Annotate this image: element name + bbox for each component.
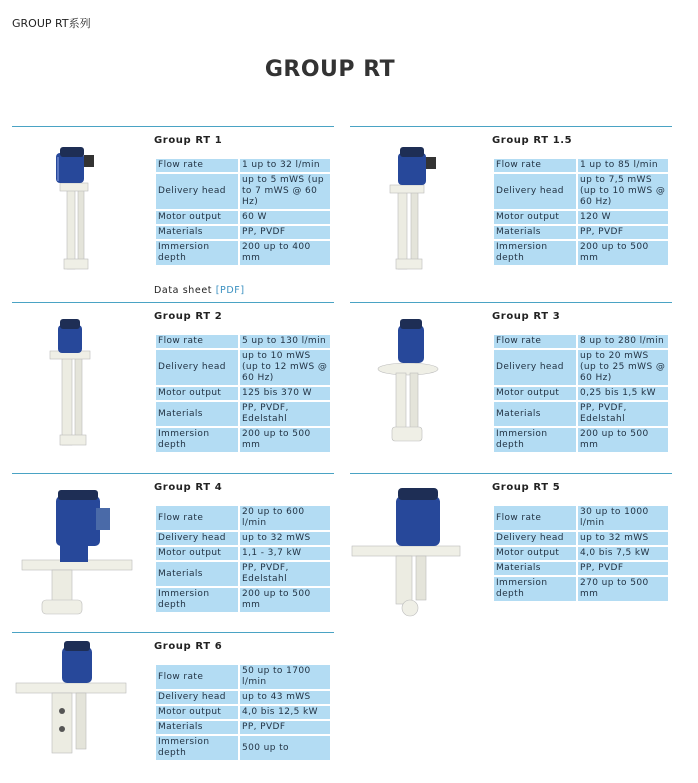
table-row bbox=[156, 532, 330, 545]
spec-value: 20 up to 600 l/min bbox=[240, 506, 330, 530]
product-name: Group RT 3 bbox=[492, 311, 561, 322]
table-row bbox=[156, 506, 330, 530]
pdf-link[interactable]: [PDF] bbox=[215, 285, 245, 296]
pump-rt3-image bbox=[350, 303, 490, 453]
table-row bbox=[494, 506, 668, 530]
pump-rt5-image bbox=[350, 474, 490, 624]
spec-label: Motor output bbox=[156, 706, 238, 719]
table-row bbox=[494, 562, 668, 575]
spec-value: PP, PVDF bbox=[240, 721, 330, 734]
table-row bbox=[494, 428, 668, 452]
table-row bbox=[156, 350, 330, 385]
table-row bbox=[156, 562, 330, 586]
spec-label: Motor output bbox=[494, 547, 576, 560]
spec-label: Flow rate bbox=[494, 335, 576, 348]
spec-table bbox=[154, 157, 332, 267]
spec-label: Delivery head bbox=[156, 174, 238, 209]
spec-label: Materials bbox=[156, 226, 238, 239]
spec-label: Motor output bbox=[156, 547, 238, 560]
table-row bbox=[494, 547, 668, 560]
table-row bbox=[494, 211, 668, 224]
pump-rt2-image bbox=[12, 303, 152, 453]
spec-label: Materials bbox=[494, 226, 576, 239]
spec-value: 125 bis 370 W bbox=[240, 387, 330, 400]
table-row bbox=[156, 159, 330, 172]
spec-table bbox=[154, 333, 332, 454]
spec-value: PP, PVDF bbox=[578, 226, 668, 239]
spec-label: Immersion depth bbox=[156, 588, 238, 612]
spec-label: Flow rate bbox=[156, 665, 238, 689]
spec-value: 4,0 bis 7,5 kW bbox=[578, 547, 668, 560]
product-card-rt3 bbox=[350, 302, 672, 471]
spec-value: PP, PVDF bbox=[578, 562, 668, 575]
pump-rt6-image bbox=[12, 633, 152, 783]
spec-label: Motor output bbox=[156, 211, 238, 224]
spec-label: Immersion depth bbox=[494, 577, 576, 601]
spec-value: up to 32 mWS bbox=[578, 532, 668, 545]
spec-value: 50 up to 1700 l/min bbox=[240, 665, 330, 689]
spec-value: PP, PVDF, Edelstahl bbox=[240, 562, 330, 586]
spec-value: 30 up to 1000 l/min bbox=[578, 506, 668, 530]
datasheet-label: Data sheet bbox=[154, 285, 213, 296]
spec-value: 200 up to 500 mm bbox=[240, 588, 330, 612]
product-card-rt1 bbox=[12, 126, 334, 299]
table-row bbox=[156, 211, 330, 224]
spec-value: 60 W bbox=[240, 211, 330, 224]
spec-label: Immersion depth bbox=[156, 428, 238, 452]
spec-table bbox=[154, 504, 332, 614]
table-row bbox=[494, 226, 668, 239]
pump-rt1-5-image bbox=[350, 127, 490, 277]
table-row bbox=[494, 335, 668, 348]
spec-label: Flow rate bbox=[494, 506, 576, 530]
spec-table bbox=[154, 663, 332, 762]
product-name: Group RT 5 bbox=[492, 482, 561, 493]
spec-value: up to 32 mWS bbox=[240, 532, 330, 545]
product-card-rt5 bbox=[350, 473, 672, 630]
table-row bbox=[494, 159, 668, 172]
spec-value: 1,1 - 3,7 kW bbox=[240, 547, 330, 560]
product-card-rt4 bbox=[12, 473, 334, 630]
spec-label: Materials bbox=[156, 721, 238, 734]
table-row bbox=[156, 665, 330, 689]
spec-label: Motor output bbox=[494, 211, 576, 224]
pump-rt1-image bbox=[12, 127, 152, 277]
table-row bbox=[156, 387, 330, 400]
spec-value: 0,25 bis 1,5 kW bbox=[578, 387, 668, 400]
spec-label: Immersion depth bbox=[494, 428, 576, 452]
table-row bbox=[156, 241, 330, 265]
spec-label: Flow rate bbox=[156, 506, 238, 530]
spec-value: 1 up to 85 l/min bbox=[578, 159, 668, 172]
spec-value: 200 up to 500 mm bbox=[240, 428, 330, 452]
product-name: Group RT 2 bbox=[154, 311, 223, 322]
product-card-rt6 bbox=[12, 632, 334, 758]
spec-value: PP, PVDF, Edelstahl bbox=[240, 402, 330, 426]
table-row bbox=[494, 241, 668, 265]
spec-label: Immersion depth bbox=[156, 736, 238, 760]
table-row bbox=[156, 402, 330, 426]
spec-label: Flow rate bbox=[156, 159, 238, 172]
spec-label: Delivery head bbox=[494, 350, 576, 385]
spec-value: up to 20 mWS (up to 25 mWS @ 60 Hz) bbox=[578, 350, 668, 385]
spec-label: Motor output bbox=[156, 387, 238, 400]
table-row bbox=[156, 588, 330, 612]
spec-label: Flow rate bbox=[156, 335, 238, 348]
spec-value: 8 up to 280 l/min bbox=[578, 335, 668, 348]
spec-value: up to 10 mWS (up to 12 mWS @ 60 Hz) bbox=[240, 350, 330, 385]
spec-label: Materials bbox=[494, 562, 576, 575]
product-card-rt2 bbox=[12, 302, 334, 471]
spec-value: 1 up to 32 l/min bbox=[240, 159, 330, 172]
pump-rt4-image bbox=[12, 474, 152, 624]
spec-label: Delivery head bbox=[156, 350, 238, 385]
spec-value: 200 up to 500 mm bbox=[578, 428, 668, 452]
spec-label: Delivery head bbox=[494, 532, 576, 545]
spec-label: Motor output bbox=[494, 387, 576, 400]
spec-label: Delivery head bbox=[156, 691, 238, 704]
breadcrumb: GROUP RT系列 bbox=[12, 17, 91, 30]
product-name: Group RT 1 bbox=[154, 135, 223, 146]
spec-label: Flow rate bbox=[494, 159, 576, 172]
table-row bbox=[156, 547, 330, 560]
spec-value: up to 43 mWS bbox=[240, 691, 330, 704]
table-row bbox=[494, 532, 668, 545]
table-row bbox=[156, 226, 330, 239]
product-name: Group RT 4 bbox=[154, 482, 223, 493]
page-title: GROUP RT bbox=[264, 57, 396, 82]
table-row bbox=[156, 691, 330, 704]
spec-table bbox=[492, 157, 670, 267]
table-row bbox=[156, 706, 330, 719]
datasheet bbox=[154, 285, 245, 296]
table-row bbox=[494, 350, 668, 385]
table-row bbox=[494, 174, 668, 209]
spec-label: Immersion depth bbox=[156, 241, 238, 265]
spec-label: Immersion depth bbox=[494, 241, 576, 265]
table-row bbox=[494, 577, 668, 601]
spec-table bbox=[492, 504, 670, 603]
product-name: Group RT 1.5 bbox=[492, 135, 573, 146]
spec-value: up to 7,5 mWS (up to 10 mWS @ 60 Hz) bbox=[578, 174, 668, 209]
spec-value: 200 up to 500 mm bbox=[578, 241, 668, 265]
table-row bbox=[156, 335, 330, 348]
spec-label: Materials bbox=[156, 562, 238, 586]
spec-label: Delivery head bbox=[156, 532, 238, 545]
spec-label: Materials bbox=[156, 402, 238, 426]
spec-label: Delivery head bbox=[494, 174, 576, 209]
table-row bbox=[494, 387, 668, 400]
spec-value: 4,0 bis 12,5 kW bbox=[240, 706, 330, 719]
spec-value: 500 up to bbox=[240, 736, 330, 760]
spec-value: 200 up to 400 mm bbox=[240, 241, 330, 265]
spec-label: Materials bbox=[494, 402, 576, 426]
table-row bbox=[156, 736, 330, 760]
spec-value: 270 up to 500 mm bbox=[578, 577, 668, 601]
table-row bbox=[156, 174, 330, 209]
spec-value: PP, PVDF bbox=[240, 226, 330, 239]
table-row bbox=[156, 428, 330, 452]
table-row bbox=[156, 721, 330, 734]
spec-table bbox=[492, 333, 670, 454]
spec-value: PP, PVDF, Edelstahl bbox=[578, 402, 668, 426]
product-card-rt1-5 bbox=[350, 126, 672, 299]
spec-value: 5 up to 130 l/min bbox=[240, 335, 330, 348]
spec-value: 120 W bbox=[578, 211, 668, 224]
product-name: Group RT 6 bbox=[154, 641, 223, 652]
table-row bbox=[494, 402, 668, 426]
spec-value: up to 5 mWS (up to 7 mWS @ 60 Hz) bbox=[240, 174, 330, 209]
